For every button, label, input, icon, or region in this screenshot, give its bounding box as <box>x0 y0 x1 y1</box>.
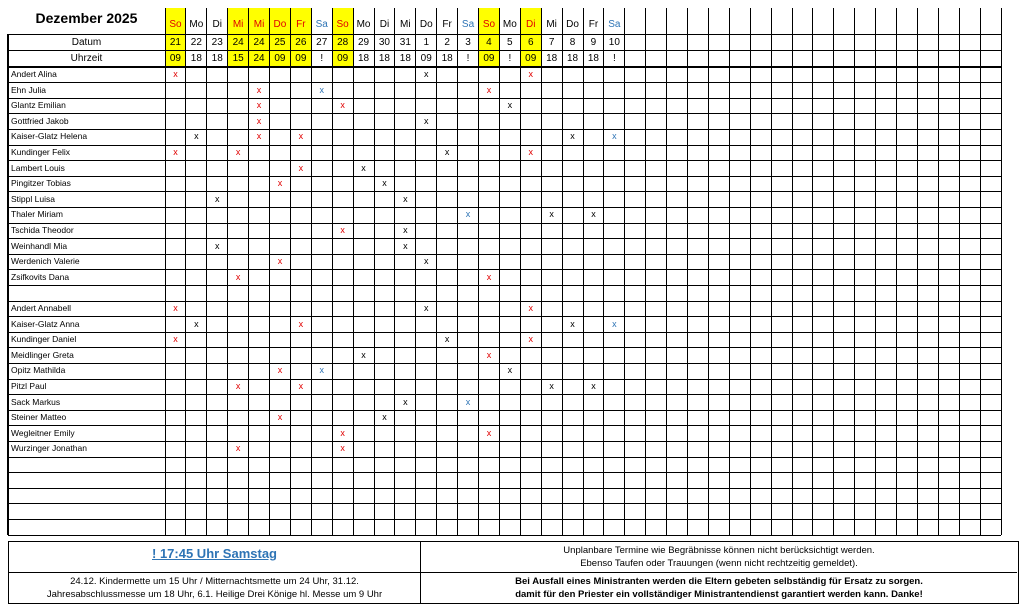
date-cell: 1 <box>423 36 430 48</box>
grid-line <box>875 8 876 535</box>
saturday-note-box <box>9 542 421 573</box>
date-cell: 24 <box>253 36 265 48</box>
availability-mark: x <box>256 100 262 111</box>
person-name: Kundinger Felix <box>11 147 71 157</box>
availability-mark: x <box>340 443 345 454</box>
time-cell: 18 <box>441 53 453 64</box>
day-header: Di <box>526 18 536 30</box>
grid-line <box>353 8 354 535</box>
time-cell: 18 <box>378 53 390 64</box>
grid-line <box>248 8 249 535</box>
time-cell: ! <box>508 53 512 64</box>
availability-mark: x <box>403 193 408 204</box>
time-cell: 18 <box>357 53 370 64</box>
grid-line <box>415 8 416 535</box>
grid-line <box>478 8 479 535</box>
grid-line <box>8 457 1001 458</box>
availability-mark: x <box>403 240 408 251</box>
date-cell: 2 <box>444 36 450 48</box>
day-header: Mo <box>189 18 204 30</box>
availability-mark: x <box>173 334 178 345</box>
date-cell: 26 <box>295 36 307 48</box>
availability-mark: x <box>235 443 241 454</box>
grid-line <box>8 488 1001 489</box>
absence-line-1: Bei Ausfall eines Ministranten werden die Eltern gebeten selbständig für Ersatz zu sorgen. <box>515 576 923 587</box>
time-cell: 18 <box>399 53 411 64</box>
grid-line <box>583 8 584 535</box>
date-cell: 6 <box>527 36 534 48</box>
availability-mark: x <box>235 147 241 157</box>
grid-line <box>8 66 1001 67</box>
day-header: Sa <box>608 18 621 30</box>
date-cell: 4 <box>486 36 492 48</box>
date-cell: 22 <box>190 36 202 48</box>
time-cell: 18 <box>587 53 599 64</box>
grid-line <box>332 8 333 535</box>
availability-mark: x <box>423 303 429 313</box>
day-header: Mo <box>356 18 371 30</box>
grid-line <box>7 34 8 535</box>
day-header: Mi <box>546 18 557 30</box>
availability-mark: x <box>507 100 513 111</box>
day-header: Fr <box>442 18 452 30</box>
availability-mark: x <box>382 412 387 423</box>
availability-mark: x <box>549 381 554 391</box>
availability-mark: x <box>591 209 596 220</box>
availability-mark: x <box>256 115 262 126</box>
availability-mark: x <box>423 69 429 79</box>
person-name: Sack Markus <box>11 396 61 407</box>
date-cell: 23 <box>211 36 223 48</box>
time-cell: 18 <box>566 53 579 64</box>
availability-mark: x <box>298 162 304 173</box>
time-cell: 09 <box>169 53 181 64</box>
availability-mark: x <box>612 131 617 142</box>
availability-mark: x <box>214 193 220 204</box>
person-name: Lambert Louis <box>11 162 65 173</box>
person-name: Wurzinger Jonathan <box>11 443 87 454</box>
availability-mark: x <box>194 131 199 142</box>
time-cell: ! <box>612 53 616 64</box>
grid-line <box>8 410 1001 411</box>
availability-mark: x <box>528 69 533 79</box>
grid-line <box>8 129 1001 130</box>
grid-line <box>8 207 1001 208</box>
uhrzeit-label: Uhrzeit <box>70 53 103 64</box>
availability-mark: x <box>235 271 241 282</box>
availability-mark: x <box>486 349 492 360</box>
availability-mark: x <box>173 147 178 157</box>
grid-line <box>812 8 813 535</box>
grid-line <box>8 50 1001 51</box>
grid-line <box>896 8 897 535</box>
grid-line <box>394 8 395 535</box>
grid-line <box>206 8 207 535</box>
masses-note-box <box>9 573 421 603</box>
grid-line <box>499 8 500 535</box>
grid-line <box>374 8 375 535</box>
person-name: Steiner Matteo <box>11 412 67 423</box>
grid-line <box>8 238 1001 239</box>
person-name: Stippl Luisa <box>11 193 55 204</box>
grid-line <box>8 503 1001 504</box>
person-name: Meidlinger Greta <box>11 349 74 360</box>
grid-line <box>227 8 228 535</box>
availability-mark: x <box>570 318 575 329</box>
person-name: Glantz Emilian <box>11 100 66 111</box>
day-header: Fr <box>588 18 599 30</box>
unplannable-note-box <box>421 542 1017 573</box>
day-header: Sa <box>461 18 475 30</box>
availability-mark: x <box>235 381 241 391</box>
time-cell: 09 <box>337 53 349 64</box>
availability-mark: x <box>256 131 262 142</box>
day-header: Do <box>419 18 433 30</box>
time-cell: 18 <box>546 53 558 64</box>
grid-line <box>165 8 166 535</box>
grid-line <box>269 8 270 535</box>
grid-line <box>666 8 667 535</box>
availability-mark: x <box>340 225 345 235</box>
availability-mark: x <box>528 303 533 313</box>
availability-mark: x <box>298 318 304 329</box>
grid-line <box>603 8 604 535</box>
day-header: Mi <box>400 18 411 30</box>
availability-mark: x <box>298 131 304 142</box>
grid-line <box>792 8 793 535</box>
date-cell: 21 <box>169 36 181 48</box>
grid-line <box>8 145 1001 146</box>
grid-line <box>8 176 1001 177</box>
grid-line <box>8 535 1001 536</box>
time-cell: 18 <box>211 53 223 64</box>
availability-mark: x <box>277 178 283 189</box>
grid-line <box>8 394 1001 395</box>
grid-line <box>729 8 730 535</box>
grid-line <box>708 8 709 535</box>
availability-mark: x <box>173 303 178 313</box>
grid-line <box>8 34 1001 35</box>
availability-mark: x <box>403 225 408 235</box>
day-header: Mi <box>232 18 244 30</box>
date-cell: 29 <box>357 36 370 48</box>
page-title: Dezember 2025 <box>35 10 138 26</box>
grid-line <box>185 8 186 535</box>
day-header: Di <box>379 18 390 30</box>
availability-mark: x <box>277 256 283 267</box>
availability-mark: x <box>612 318 617 329</box>
availability-mark: x <box>256 84 262 95</box>
date-cell: 24 <box>232 36 244 48</box>
availability-mark: x <box>319 365 324 376</box>
date-cell: 31 <box>399 36 411 48</box>
grid-line <box>917 8 918 535</box>
footer-notes <box>8 541 1019 604</box>
person-name: Pitzl Paul <box>11 381 47 391</box>
person-name: Werdenich Valerie <box>11 256 80 267</box>
grid-line <box>1001 8 1002 535</box>
availability-mark: x <box>298 381 304 391</box>
time-cell: 09 <box>483 53 495 64</box>
day-header: Mo <box>502 18 517 30</box>
grid-line <box>457 8 458 535</box>
time-cell: 09 <box>274 53 286 64</box>
day-header: Do <box>566 18 579 30</box>
grid-line <box>8 472 1001 473</box>
availability-mark: x <box>465 396 471 407</box>
grid-line <box>645 8 646 535</box>
grid-line <box>8 316 1001 317</box>
grid-line <box>854 8 855 535</box>
availability-mark: x <box>528 334 533 345</box>
availability-mark: x <box>423 115 429 126</box>
person-name: Ehn Julia <box>11 84 46 95</box>
grid-line <box>771 8 772 535</box>
grid-line <box>938 8 939 535</box>
availability-mark: x <box>549 209 554 220</box>
date-cell: 3 <box>465 36 471 48</box>
absence-line-2: damit für den Priester ein vollständiger Ministrantendienst garantiert werden kann. Danke! <box>515 589 923 600</box>
availability-mark: x <box>591 381 596 391</box>
day-header: So <box>336 18 349 30</box>
availability-mark: x <box>214 240 220 251</box>
date-cell: 7 <box>548 36 555 48</box>
grid-line <box>520 8 521 535</box>
availability-mark: x <box>173 69 178 79</box>
person-name: Andert Alina <box>11 69 57 79</box>
availability-mark: x <box>528 147 533 157</box>
time-cell: 09 <box>420 53 432 64</box>
grid-line <box>541 8 542 535</box>
person-name: Pingitzer Tobias <box>11 178 71 189</box>
grid-line <box>959 8 960 535</box>
time-cell: 15 <box>232 53 244 64</box>
unplannable-line-1: Unplanbare Termine wie Begräbnisse können nicht berücksichtigt werden. <box>563 545 875 556</box>
grid-line <box>311 8 312 535</box>
grid-line <box>8 363 1001 364</box>
grid-line <box>980 8 981 535</box>
availability-mark: x <box>277 365 283 376</box>
date-cell: 27 <box>316 36 328 48</box>
day-header: Fr <box>296 18 306 30</box>
person-name: Kundinger Daniel <box>11 334 77 345</box>
person-name: Kaiser-Glatz Anna <box>11 318 80 329</box>
grid-line <box>8 269 1001 270</box>
day-header: Di <box>212 18 222 30</box>
person-name: Kaiser-Glatz Helena <box>11 131 88 142</box>
day-header: Sa <box>315 18 328 30</box>
grid-line <box>8 425 1001 426</box>
date-cell: 30 <box>378 36 390 48</box>
time-cell: 09 <box>295 53 307 64</box>
time-cell: ! <box>466 53 470 64</box>
unplannable-line-2: Ebenso Taufen oder Trauungen (wenn nicht rechtzeitig gemeldet). <box>580 558 858 569</box>
availability-mark: x <box>403 396 408 407</box>
day-header: So <box>482 18 496 30</box>
grid-line <box>8 379 1001 380</box>
time-cell: 09 <box>525 53 537 64</box>
grid-line <box>8 223 1001 224</box>
grid-line <box>8 332 1001 333</box>
time-cell: ! <box>320 53 324 64</box>
grid-line <box>750 8 751 535</box>
date-cell: 8 <box>569 36 576 48</box>
person-name: Zsifkovits Dana <box>11 271 70 282</box>
grid-line <box>8 160 1001 161</box>
grid-line <box>8 191 1001 192</box>
grid-line <box>8 519 1001 520</box>
grid-line <box>8 82 1001 83</box>
availability-mark: x <box>423 256 429 267</box>
availability-mark: x <box>382 178 387 189</box>
person-name: Opitz Mathilda <box>11 365 66 376</box>
availability-mark: x <box>444 334 450 345</box>
person-name: Thaler Miriam <box>11 209 63 220</box>
availability-mark: x <box>486 271 492 282</box>
grid-line <box>8 301 1001 302</box>
masses-line-2: Jahresabschlussmesse um 18 Uhr, 6.1. Heilige Drei Könige hl. Messe um 9 Uhr <box>46 589 383 600</box>
availability-mark: x <box>340 100 345 111</box>
time-cell: 18 <box>190 53 202 64</box>
date-cell: 9 <box>590 36 597 48</box>
availability-mark: x <box>465 209 471 220</box>
person-name: Gottfried Jakob <box>11 115 69 126</box>
date-cell: 28 <box>337 36 349 48</box>
person-name: Andert Annabell <box>11 303 72 313</box>
availability-mark: x <box>340 427 345 438</box>
grid-line <box>624 8 625 535</box>
absence-note-box <box>421 573 1017 603</box>
availability-mark: x <box>361 162 366 173</box>
availability-mark: x <box>486 84 492 95</box>
availability-mark: x <box>444 147 450 157</box>
person-name: Wegleitner Emily <box>11 427 75 438</box>
datum-label: Datum <box>71 36 102 48</box>
availability-mark: x <box>361 349 366 360</box>
date-cell: 25 <box>274 36 286 48</box>
grid-line <box>436 8 437 535</box>
availability-mark: x <box>277 412 283 423</box>
grid-line <box>562 8 563 535</box>
grid-line <box>8 285 1001 286</box>
grid-line <box>8 98 1001 99</box>
date-cell: 10 <box>608 36 620 48</box>
person-name: Weinhandl Mia <box>11 240 68 251</box>
grid-line <box>8 441 1001 442</box>
availability-mark: x <box>507 365 513 376</box>
availability-mark: x <box>486 427 492 438</box>
grid-line <box>8 254 1001 255</box>
person-name: Tschida Theodor <box>11 225 74 235</box>
date-cell: 5 <box>507 36 513 48</box>
time-cell: 24 <box>253 53 265 64</box>
day-header: Do <box>273 18 287 30</box>
grid-line <box>833 8 834 535</box>
availability-mark: x <box>319 84 324 95</box>
availability-mark: x <box>194 318 199 329</box>
grid-line <box>8 113 1001 114</box>
day-header: Mi <box>253 18 265 30</box>
masses-line-1: 24.12. Kindermette um 15 Uhr / Mitternachtsmette um 24 Uhr, 31.12. <box>70 576 359 587</box>
grid-line <box>687 8 688 535</box>
availability-mark: x <box>570 131 575 142</box>
grid-line <box>290 8 291 535</box>
grid-line <box>8 347 1001 348</box>
saturday-note: ! 17:45 Uhr Samstag <box>152 546 277 561</box>
day-header: So <box>169 18 182 30</box>
